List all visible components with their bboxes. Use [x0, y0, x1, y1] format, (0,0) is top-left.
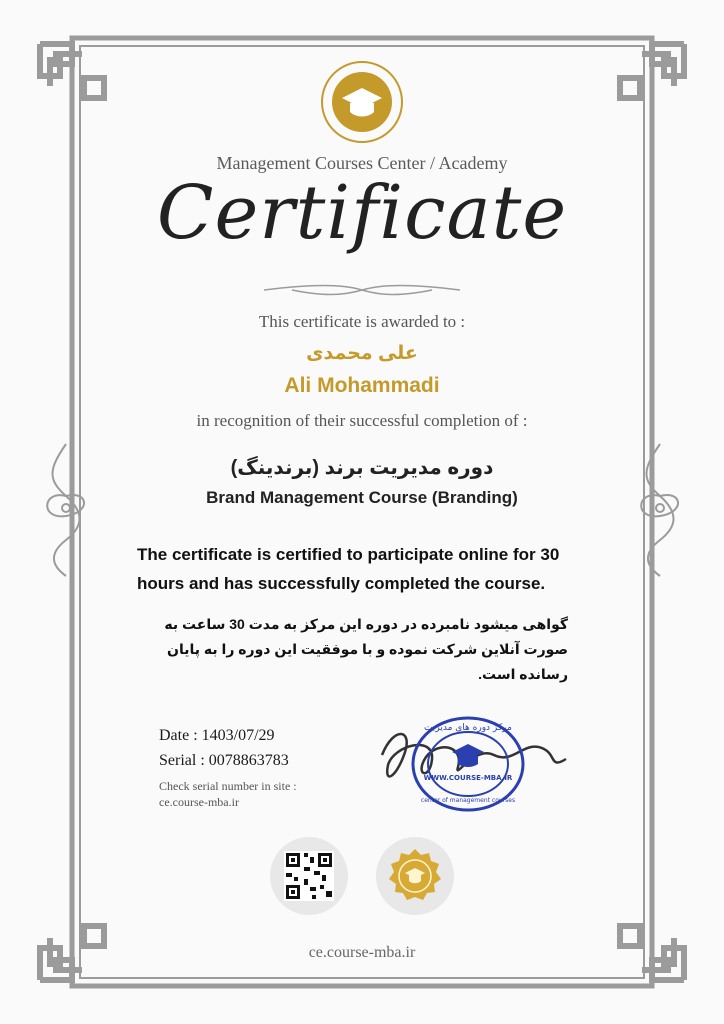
recipient-name-en: Ali Mohammadi	[284, 374, 440, 397]
qr-code-icon	[270, 837, 348, 915]
course-name-en: Brand Management Course (Branding)	[206, 488, 518, 507]
official-stamp-icon	[410, 714, 526, 814]
academy-name: Management Courses Center / Academy	[216, 153, 508, 173]
stamp-bottom-text: center of management courses	[420, 797, 516, 804]
stamp-mid-text: WWW.COURSE-MBA.IR	[423, 774, 513, 782]
qr-code-badge	[270, 837, 348, 915]
corner-ornament-top-right-icon	[606, 38, 690, 122]
issue-date: Date : 1403/07/29	[159, 727, 275, 744]
certification-statement-fa: گواهی میشود نامبرده در دوره این مرکز به مدت 30 ساعت به صورت آنلاین شرکت نموده و با موفقیت این دوره را به پایان رسانده است.	[164, 616, 568, 682]
certificate-title: Certificate	[156, 170, 568, 256]
graduation-cap-logo	[318, 58, 406, 146]
corner-ornament-top-left-icon	[34, 38, 118, 122]
awarded-label: This certificate is awarded to :	[258, 312, 466, 331]
recipient-name-fa: علی محمدی	[306, 343, 418, 364]
gold-seal-icon	[376, 837, 454, 915]
certification-statement-en: The certificate is certified to participate online for 30 hours and has successfully completed the course.	[137, 545, 560, 593]
divider-ornament-icon	[262, 280, 462, 300]
serial-number: Serial : 0078863783	[159, 752, 289, 769]
footer-website[interactable]: ce.course-mba.ir	[308, 944, 416, 961]
stamp-top-text: مرکز دوره های مدیریت	[424, 723, 512, 733]
course-name-fa: دوره مدیریت برند (برندینگ)	[230, 457, 494, 479]
serial-check-note: Check serial number in site : ce.course-mba.ir	[159, 779, 297, 809]
gold-seal-badge	[376, 837, 454, 915]
recognition-label: in recognition of their successful completion of :	[196, 411, 528, 430]
